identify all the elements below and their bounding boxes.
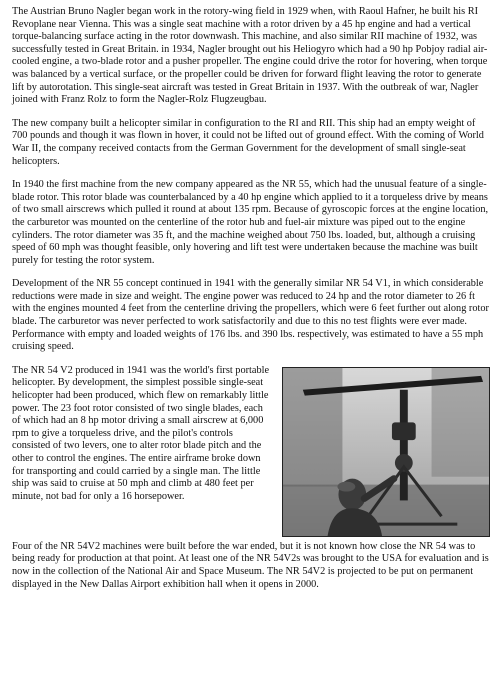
paragraph-nagler-early-work: The Austrian Bruno Nagler began work in the rotory-wing field in 1929 when, with Raoul Hafner, he built his RI Revoplane near Vienna. This was a single seat machine with a rotor driven by a 45 hp engine and had a vertical torque-balancing surface acting in the rotor downwash. This machine, and also similar RII machine of 1932, was successfully tested in Great Britain. in 1934, Nagler brought out his Heliogyro which had a 90 hp Pobjoy radial air-cooled engine, a two-blade rotor and a pusher propeller. The engine could drive the rotor for hovering, when torque was balanced by a vertical surface, or the propeller could be driven for forward flight leaving the rotor to generate lift by autorotation. This single-seat aircraft was tested in Great Britain in 1937. With the outbreak of war, Nagler joined with Franz Rolz to form the Nagler-Rolz Flugzeugbau.	[12, 6, 488, 106]
paragraph-nr54v2-production: Four of the NR 54V2 machines were built before the war ended, but it is not known how close the NR 54 was to being ready for production at that point. At least one of the NR 54V2s was brought to the USA for evaluation and is now in the collection of the National Air and Space Museum. The NR 54V2 is projected to be put on permanent displayed in the New Dallas Airport exhibition hall when it opens in 2000.	[12, 540, 489, 590]
helicopter-photo-image	[283, 368, 489, 536]
paragraph-nr54-v1: Development of the NR 55 concept continued in 1941 with the generally similar NR 54 V1, in which considerable reductions were made in size and weight. The engine power was reduced to 24 hp and the rotor diameter to 26 ft with the engines mounted 4 feet from the centerline driving the propellers, which were 6 feet further out along rotor blade. The carburetor was never perfected to work satisfactorily and due to this no test flights were ever made. Performance with empty and loaded weights of 176 lbs. and 390 lbs. respectively, was estimated to have a 55 mph cruising speed.	[12, 278, 489, 353]
paragraph-new-company: The new company built a helicopter similar in configuration to the RI and RII. This ship had an empty weight of 700 pounds and though it was flown in hover, it could not be lifted out of ground effect. With the coming of World War II, the company received contacts from the German Government for the development of small single-seat helicopters.	[12, 117, 484, 167]
paragraph-nr55: In 1940 the first machine from the new company appeared as the NR 55, which had the unusual feature of a single-blade rotor. This rotor blade was counterbalanced by a 40 hp engine which applied to it a torqueless drive by means of two small airscrews which pulled it round at about 135 rpm. Because of gyroscopic forces at the engine location, the carburetor was mounted on the centerline of the rotor hub and fuel-air mixture was piped out to the engine cylinders. The rotor diameter was 35 ft, and the machine weighed about 750 lbs. loaded, but, although a cruising speed of 60 mph was thought feasible, only hovering and lift test were undertaken because the machine was built purely for testing the rotor system.	[12, 179, 489, 266]
paragraph-nr54-v2: The NR 54 V2 produced in 1941 was the world's first portable helicopter. By development, the simplest possible single-seat helicopter had been produced, which flew on remarkably little power. The 23 foot rotor consisted of two single blades, each of which had an 8 hp motor driving a small airscrew at 6,000 rpm to give a torqueless drive, and the pilot's controls consisted of two levers, one to alter rotor blade pitch and the other to control the engines. The entire airframe broke down for transporting and could carried by a single man. The little ship was said to cruise at 50 mph and climb at 480 feet per minute, not bad for only a 16 horsepower.	[12, 364, 270, 502]
photo-text-block	[12, 365, 490, 541]
helicopter-photo	[282, 367, 490, 537]
